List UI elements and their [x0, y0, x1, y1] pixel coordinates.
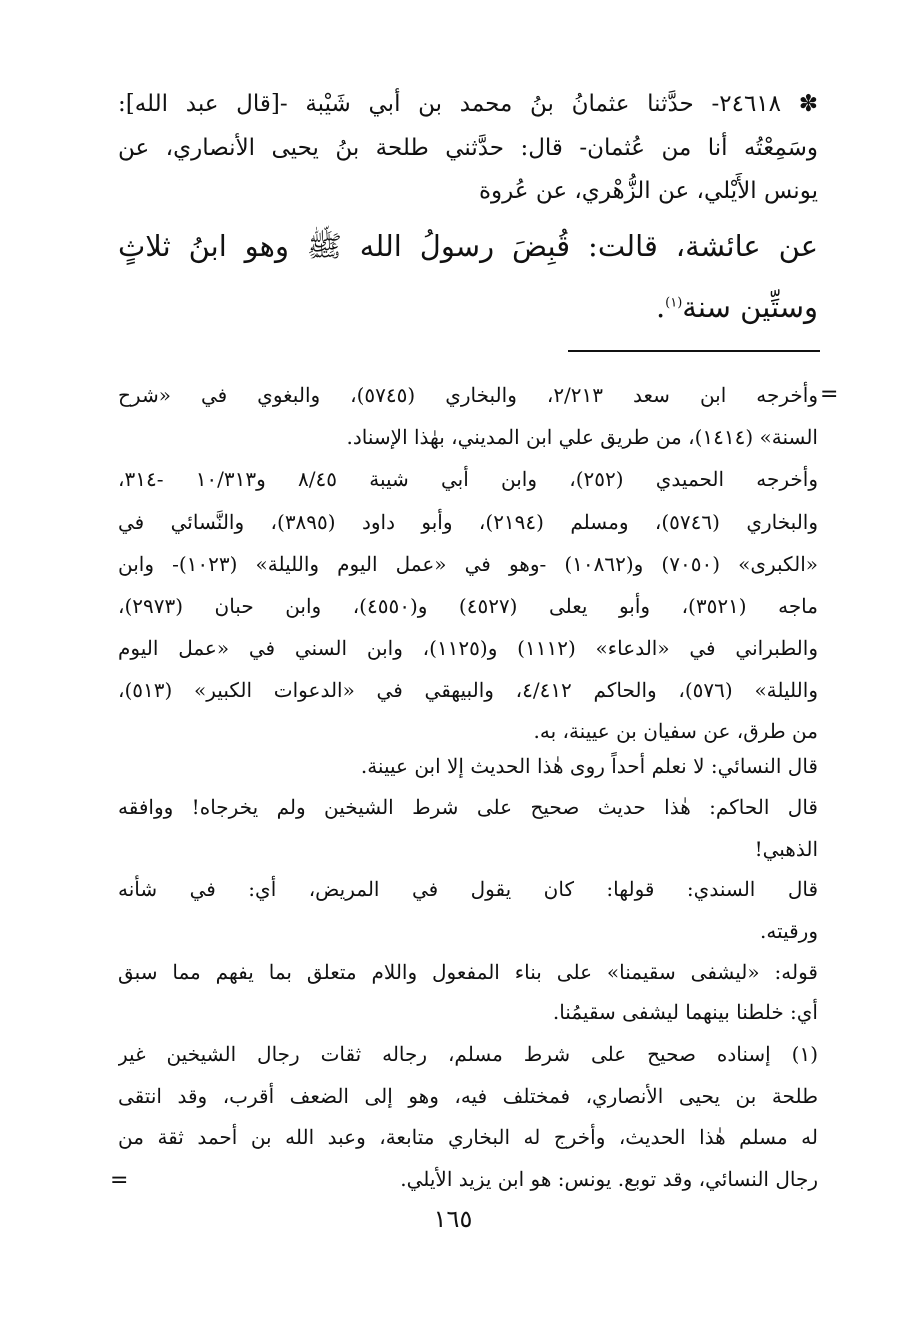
- hadith-line-2: وسَمِعْتُه أنا من عُثمان- قال: حدَّثني طلحة بنُ يحيى الأنصاري، عن: [118, 135, 818, 161]
- footnote-line-12: الذهبي!: [754, 837, 818, 861]
- footnote-line-10: قال النسائي: لا نعلم أحداً روى هٰذا الحديث إلا ابن عيينة.: [360, 754, 818, 778]
- footnote-line-20: رجال النسائي، وقد توبع. يونس: هو ابن يزيد الأيلي.: [400, 1167, 818, 1191]
- footnote-line-17: (١) إسناده صحيح على شرط مسلم، رجاله ثقات رجال الشيخين غير: [118, 1042, 818, 1066]
- footnote-line-4: والبخاري (٥٧٤٦)، ومسلم (٢١٩٤)، وأبو داود (٣٨٩٥)، والنَّسائي في: [118, 510, 818, 534]
- matn-line-2-end: .: [655, 290, 666, 324]
- hadith-line-1: ✽ ٢٤٦١٨- حدَّثنا عثمانُ بنُ محمد بن أبي شَيْبة -[قال عبد الله]:: [118, 91, 818, 117]
- footnote-line-13: قال السندي: قولها: كان يقول في المريض، أي: في شأنه: [118, 877, 818, 901]
- matn-line-1: عن عائشة، قالت: قُبِضَ رسولُ الله ﷺ وهو ابنُ ثلاثٍ: [118, 229, 818, 263]
- footnote-line-8: والليلة» (٥٧٦)، والحاكم ٤/٤١٢، والبيهقي في «الدعوات الكبير» (٥١٣)،: [118, 678, 818, 702]
- footnote-line-5: «الكبرى» (٧٠٥٠) و(١٠٨٦٢) -وهو في «عمل اليوم والليلة» (١٠٢٣)- وابن: [118, 552, 818, 576]
- footnote-line-2: السنة» (١٤١٤)، من طريق علي ابن المديني، بهٰذا الإسناد.: [346, 425, 818, 449]
- footnote-line-15: قوله: «ليشفى سقيمنا» على بناء المفعول واللام متعلق بما يفهم مما سبق: [118, 960, 818, 984]
- footnote-line-9: من طرق، عن سفيان بن عيينة، به.: [533, 719, 818, 743]
- footnote-line-11: قال الحاكم: هٰذا حديث صحيح على شرط الشيخين ولم يخرجاه! ووافقه: [118, 795, 818, 819]
- matn-line-2-text: وستِّين سنة: [682, 290, 818, 324]
- footnote-reference: (١): [665, 295, 683, 311]
- footnote-line-14: ورقيته.: [759, 919, 818, 943]
- continuation-mark-start: =: [820, 382, 839, 407]
- continuation-mark-end: =: [110, 1168, 129, 1193]
- matn-line-2: [118, 285, 818, 329]
- footnote-line-18: طلحة بن يحيى الأنصاري، فمختلف فيه، وهو إلى الضعف أقرب، وقد انتقى: [118, 1084, 818, 1108]
- footnote-line-3: وأخرجه الحميدي (٢٥٢)، وابن أبي شيبة ٨/٤٥ و١٠/٣١٣ -٣١٤،: [118, 467, 818, 491]
- footnote-separator: [568, 350, 820, 352]
- footnote-line-1: وأخرجه ابن سعد ٢/٢١٣، والبخاري (٥٧٤٥)، والبغوي في «شرح: [118, 383, 818, 407]
- footnote-line-16: أي: خلطنا بينهما ليشفى سقيمُنا.: [552, 1000, 818, 1024]
- footnote-line-19: له مسلم هٰذا الحديث، وأخرج له البخاري متابعة، وعبد الله بن أحمد ثقة من: [118, 1125, 818, 1149]
- hadith-line-3: يونس الأَيْلي، عن الزُّهْري، عن عُروة: [478, 178, 818, 204]
- footnote-line-7: والطبراني في «الدعاء» (١١١٢) و(١١٢٥)، وابن السني في «عمل اليوم: [118, 636, 818, 660]
- page-number: ١٦٥: [433, 1205, 473, 1233]
- footnote-line-6: ماجه (٣٥٢١)، وأبو يعلى (٤٥٢٧) و(٤٥٥٠)، وابن حبان (٢٩٧٣)،: [118, 594, 818, 618]
